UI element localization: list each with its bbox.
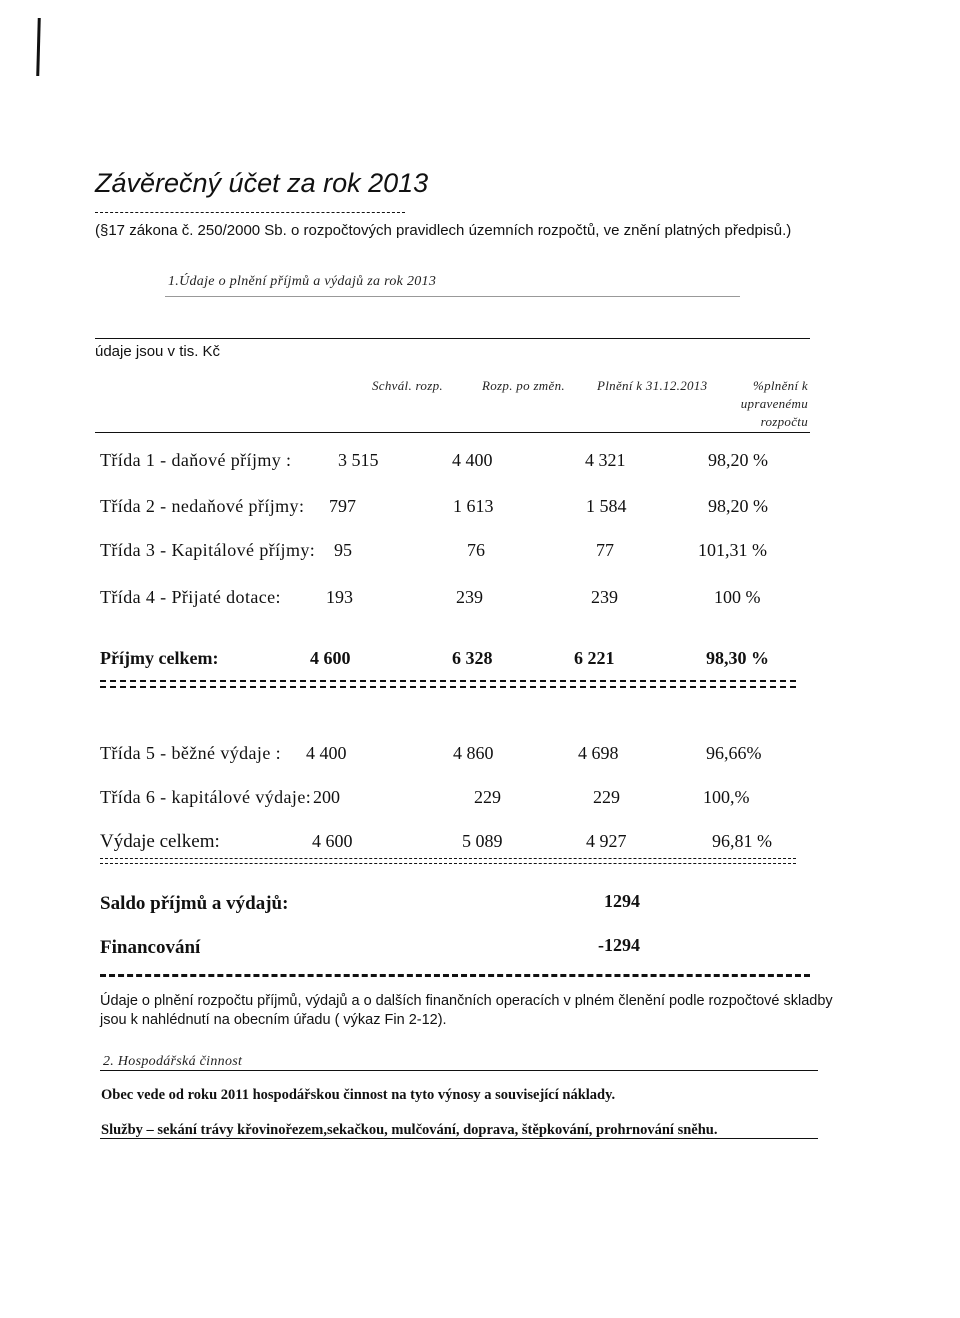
saldo-value: 1294 [604,891,640,911]
col-header-percent-3: rozpočtu [760,414,808,429]
value-percent: 96,66% [706,743,762,763]
value-approved: 95 [334,540,352,560]
financing-dashed-rule [100,974,810,977]
expense-total-double-rule [100,858,796,864]
row-label: Třída 4 - Přijaté dotace: [100,587,281,607]
value-percent: 98,20 % [708,496,768,516]
activity-line-2: Služby – sekání trávy křovinořezem,sekačkou, mulčování, doprava, štěpkování, prohrnování sněhu. [101,1122,718,1138]
value-actual: 4 321 [585,450,626,470]
value-adjusted: 5 089 [462,831,503,851]
row-label: Třída 3 - Kapitálové příjmy: [100,540,316,560]
units-note: údaje jsou v tis. Kč [95,343,221,360]
value-percent: 96,81 % [712,831,772,851]
value-approved: 3 515 [338,450,379,470]
value-adjusted: 4 860 [453,743,494,763]
value-approved: 200 [313,787,340,807]
value-adjusted: 6 328 [452,648,493,668]
document-title: Závěrečný účet za rok 2013 [95,168,429,198]
activity-line-1: Obec vede od roku 2011 hospodářskou činnost na tyto výnosy a související náklady. [101,1087,616,1103]
saldo-label: Saldo příjmů a výdajů: [100,893,289,914]
law-reference: (§17 zákona č. 250/2000 Sb. o rozpočtových pravidlech územních rozpočtů, ve znění platných předpisů.) [95,222,792,239]
value-percent: 98,30 % [706,648,769,668]
value-actual: 77 [596,540,614,560]
col-header-actual: Plnění k 31.12.2013 [597,378,708,393]
value-adjusted: 4 400 [452,450,493,470]
detail-note-line-2: jsou k nahlédnutí na obecním úřadu ( výkaz Fin 2-12). [100,1012,447,1028]
value-actual: 4 698 [578,743,619,763]
value-adjusted: 239 [456,587,483,607]
value-approved: 4 600 [310,648,351,668]
section-2-heading: 2. Hospodářská činnost [103,1054,243,1069]
value-actual: 229 [593,787,620,807]
value-actual: 6 221 [574,648,615,668]
income-total-double-rule [100,680,796,688]
value-adjusted: 229 [474,787,501,807]
section-2-underline [100,1070,818,1071]
row-label: Třída 1 - daňové příjmy : [100,450,292,470]
value-actual: 1 584 [586,496,627,516]
section-1-heading: 1.Údaje o plnění příjmů a výdajů za rok 2013 [168,274,437,289]
row-label: Příjmy celkem: [100,648,219,668]
section-1-underline [165,296,740,297]
row-label: Třída 5 - běžné výdaje : [100,743,282,763]
units-top-rule [95,338,810,339]
value-actual: 4 927 [586,831,627,851]
financing-label: Financování [100,937,201,958]
value-adjusted: 76 [467,540,485,560]
row-label: Třída 2 - nedaňové příjmy: [100,496,305,516]
value-percent: 98,20 % [708,450,768,470]
col-header-percent-2: upravenému [740,396,808,411]
activity-underline [100,1138,818,1139]
value-percent: 100,% [703,787,750,807]
scan-edge-mark [36,18,41,76]
detail-note-line-1: Údaje o plnění rozpočtu příjmů, výdajů a o dalších finančních operacích v plném členění podle rozpočtové skladby [100,993,833,1009]
value-percent: 101,31 % [698,540,767,560]
row-label: Výdaje celkem: [100,831,220,852]
value-approved: 4 400 [306,743,347,763]
value-percent: 100 % [714,587,761,607]
col-header-percent-1: %plnění k [752,378,808,393]
value-actual: 239 [591,587,618,607]
row-label: Třída 6 - kapitálové výdaje: [100,787,312,807]
col-header-adjusted: Rozp. po změn. [482,378,565,393]
value-approved: 193 [326,587,353,607]
col-header-approved: Schvál. rozp. [372,378,443,393]
financing-value: -1294 [598,935,640,955]
value-adjusted: 1 613 [453,496,494,516]
header-rule [95,432,810,433]
value-approved: 797 [329,496,356,516]
value-approved: 4 600 [312,831,353,851]
title-underline [95,212,405,213]
